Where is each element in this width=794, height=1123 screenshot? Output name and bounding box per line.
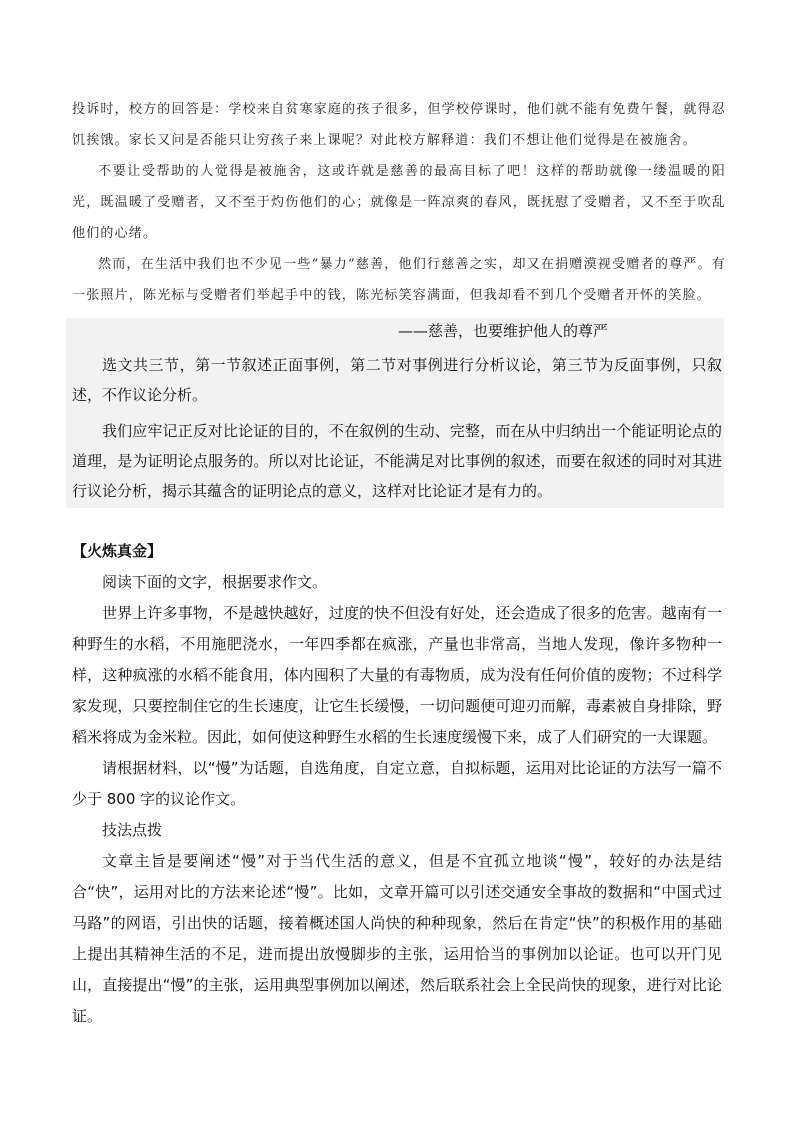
tips-title: 技法点拨: [102, 821, 163, 839]
exercise-section: [72, 536, 722, 1032]
section-material: 世界上许多事物，不是越快越好，过度的快不但没有好处，还会造成了很多的危害。越南有一种野生的水稻，不用施肥浇水，一年四季都在疯涨，产量也非常高，当地人发现，像许多物种一样，这种疯涨的水稻不能食用，体内囤积了大量的有毒物质，成为没有任何价值的废物；不过科学家发现，只要控制住它的生长速度，让它生长缓慢，一切问题便可迎刃而解，毒素被自身排除，野稻米将成为金米粒。因此，如何使这种野生水稻的生长速度缓慢下来，成了人们研究的一大课题。: [72, 604, 722, 746]
excerpt-paragraph-3: 然而，在生活中我们也不少见一些“暴力”慈善，他们行慈善之实，却又在捐赠漠视受赠者的尊严。有一张照片，陈光标与受赠者们举起手中的钱，陈光标笑容满面，但我却看不到几个受赠者开怀的笑脸。: [72, 257, 726, 303]
commentary-paragraph-1: 选文共三节，第一节叙述正面事例，第二节对事例进行分析议论，第三节为反面事例，只叙述，不作议论分析。: [72, 356, 722, 404]
excerpt-paragraph-2: 不要让受帮助的人觉得是被施舍，这或许就是慈善的最高目标了吧！这样的帮助就像一缕温暖的阳光，既温暖了受赠者，又不至于灼伤他们的心；就像是一阵凉爽的春风，既抚慰了受赠者，又不至于吹乱他们的心绪。: [72, 164, 726, 241]
commentary-paragraph-2: 我们应牢记正反对比论证的目的，不在叙例的生动、完整，而在从中归纳出一个能证明论点的道理，是为证明论点服务的。所以对比论证，不能满足对比事例的叙述，而要在叙述的同时对其进行议论分析，揭示其蕴含的证明论点的意义，这样对比论证才是有力的。: [72, 422, 722, 500]
essay-title-signature: ——慈善，也要维护他人的尊严: [398, 322, 609, 340]
section-heading: 【火炼真金】: [72, 542, 163, 560]
essay-excerpt: [72, 94, 726, 311]
commentary-text: [72, 350, 722, 506]
excerpt-paragraph-1: 投诉时，校方的回答是：学校来自贫寒家庭的孩子很多，但学校停课时，他们就不能有免费午餐，就得忍饥挨饿。家长又问是否能只让穷孩子来上课呢？对此校方解释道：我们不想让他们觉得是在被施舍。: [72, 102, 726, 148]
section-intro: 阅读下面的文字，根据要求作文。: [102, 573, 328, 591]
tips-paragraph: 文章主旨是要阐述“慢”对于当代生活的意义，但是不宜孤立地谈“慢”，较好的办法是结合“快”，运用对比的方法来论述“慢”。比如，文章开篇可以引述交通安全事故的数据和“中国式过马路”的网语，引出快的话题，接着概述国人尚快的种种现象，然后在肯定“快”的积极作用的基础上提出其精神生活的不足，进而提出放慢脚步的主张，运用恰当的事例加以论证。也可以开门见山，直接提出“慢”的主张，运用典型事例加以阐述，然后联系社会上全民尚快的现象，进行对比论证。: [72, 852, 722, 1025]
section-task: 请根据材料，以“慢”为话题，自选角度，自定立意，自拟标题，运用对比论证的方法写一篇不少于 800 字的议论作文。: [72, 759, 722, 808]
